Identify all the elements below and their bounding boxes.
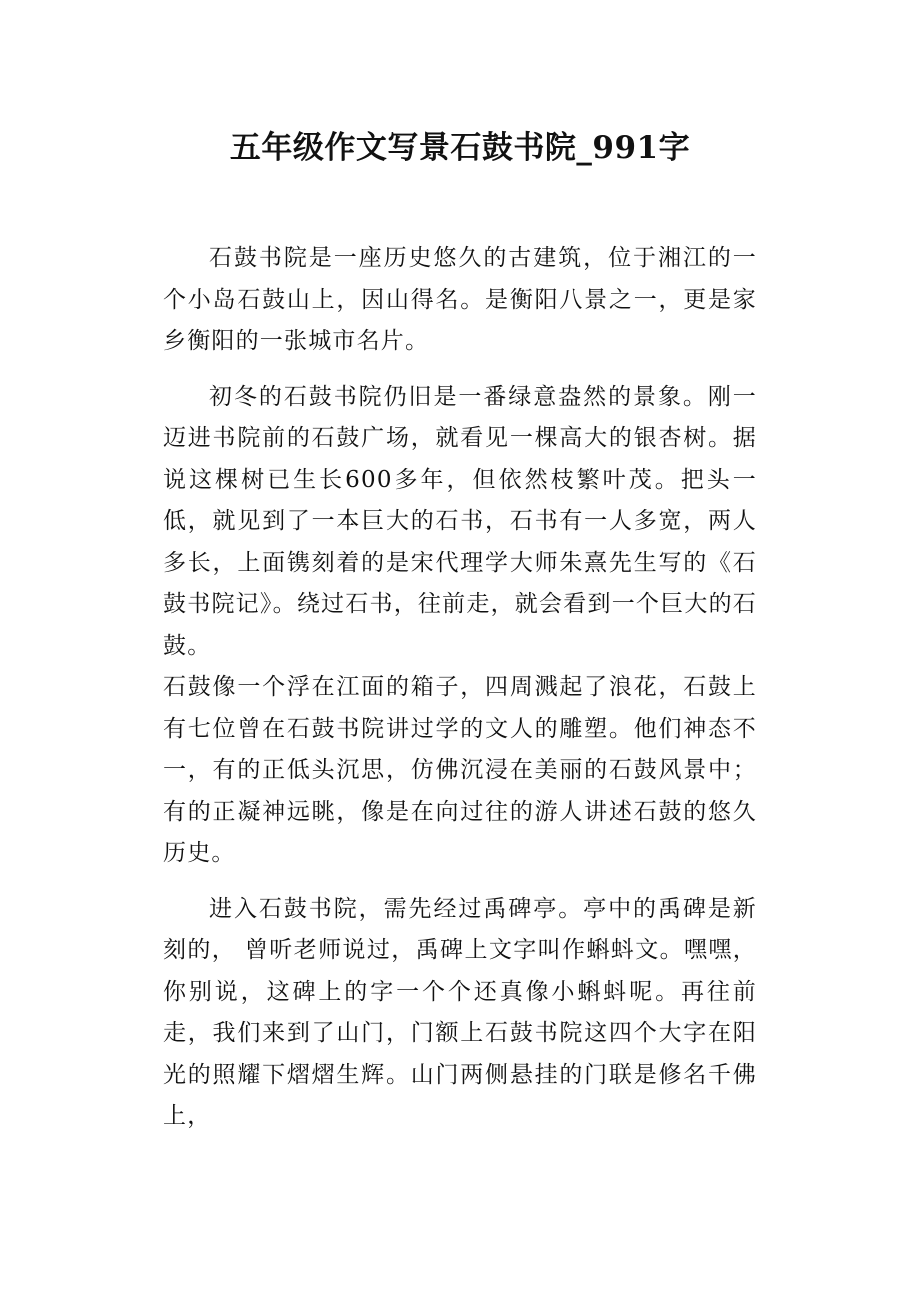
paragraph: 石鼓书院是一座历史悠久的古建筑，位于湘江的一个小岛石鼓山上，因山得名。是衡阳八景之一，更是家乡衡阳的一张城市名片。 <box>163 245 757 354</box>
document-title: 五年级作文写景石鼓书院_991字 <box>229 130 691 166</box>
paragraph: 石鼓像一个浮在江面的箱子，四周溅起了浪花，石鼓上有七位曾在石鼓书院讲过学的文人的雕塑。他们神态不一，有的正低头沉思，仿佛沉浸在美丽的石鼓风景中；有的正凝神远眺，像是在向过往的游人讲述石鼓的悠久历史。 <box>163 674 757 866</box>
paragraph: 初冬的石鼓书院仍旧是一番绿意盎然的景象。刚一迈进书院前的石鼓广场，就看见一棵高大的银杏树。据说这棵树已生长600多年，但依然枝繁叶茂。把头一低，就见到了一本巨大的石书，石书有一人多宽，两人多长，上面镌刻着的是宋代理学大师朱熹先生写的《石鼓书院记》。绕过石书，往前走，就会看到一个巨大的石鼓。 <box>163 383 757 659</box>
document-body <box>163 238 757 1138</box>
paragraph: 进入石鼓书院，需先经过禹碑亭。亭中的禹碑是新刻的， 曾听老师说过，禹碑上文字叫作蝌蚪文。嘿嘿，你别说，这碑上的字一个个还真像小蝌蚪呢。再往前走，我们来到了山门，门额上石鼓书院这四个大字在阳光的照耀下熠熠生辉。山门两侧悬挂的门联是修名千佛上， <box>163 895 757 1129</box>
